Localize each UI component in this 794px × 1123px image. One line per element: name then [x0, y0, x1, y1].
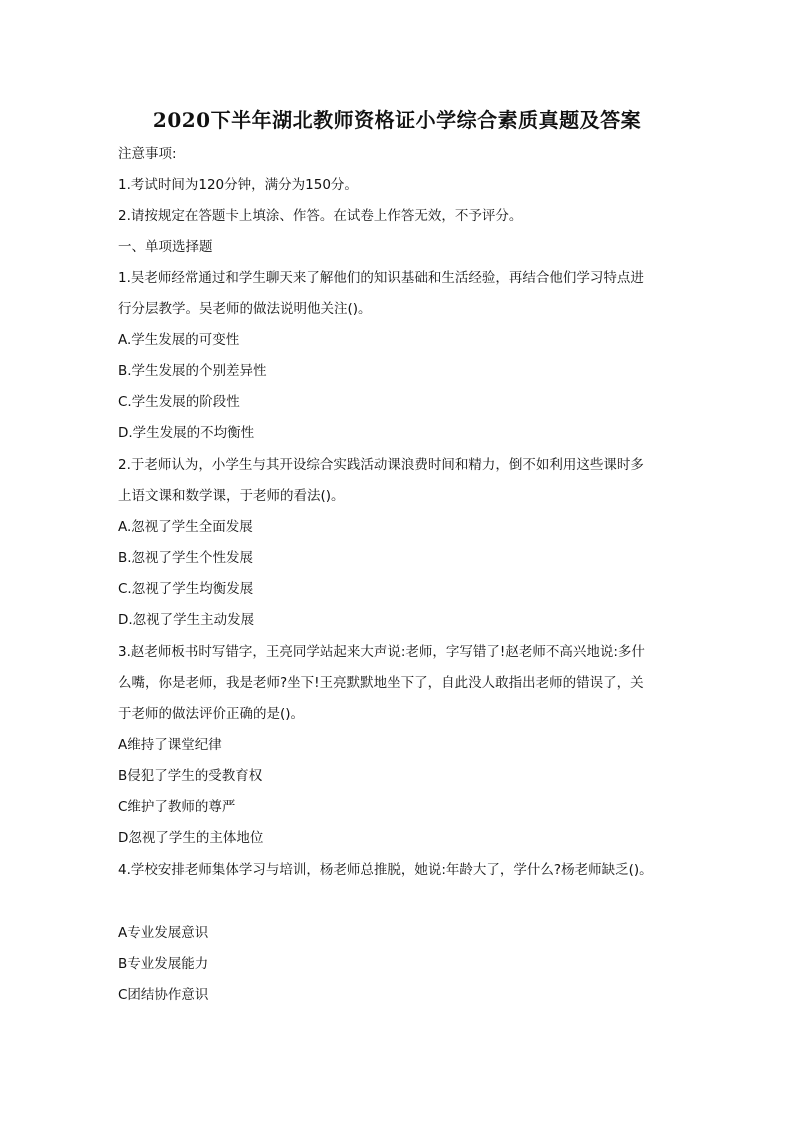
- question-3-stem-line: 么嘴，你是老师，我是老师?坐下!王亮默默地坐下了，自此没人敢指出老师的错误了，关: [118, 675, 644, 691]
- question-2-stem-line: 2.于老师认为，小学生与其开设综合实践活动课浪费时间和精力，倒不如利用这些课时多: [118, 457, 644, 473]
- question-1-stem-line: 1.吴老师经常通过和学生聊天来了解他们的知识基础和生活经验，再结合他们学习特点进: [118, 270, 644, 286]
- question-1-option: A.学生发展的可变性: [118, 332, 240, 348]
- question-3-option: D忽视了学生的主体地位: [118, 830, 264, 846]
- notice-heading: 注意事项:: [118, 146, 177, 162]
- section-heading: 一、单项选择题: [118, 239, 213, 255]
- question-4-option: C团结协作意识: [118, 987, 209, 1003]
- question-1-option: B.学生发展的个别差异性: [118, 363, 267, 379]
- question-3-option: A维持了课堂纪律: [118, 737, 222, 753]
- question-3-stem-line: 于老师的做法评价正确的是()。: [118, 706, 305, 722]
- question-3-option: C维护了教师的尊严: [118, 799, 236, 815]
- notice-item: 1.考试时间为120分钟，满分为150分。: [118, 177, 358, 193]
- question-2-option: C.忽视了学生均衡发展: [118, 581, 254, 597]
- question-2-option: A.忽视了学生全面发展: [118, 519, 253, 535]
- question-2-stem-line: 上语文课和数学课，于老师的看法()。: [118, 488, 345, 504]
- question-2-option: D.忽视了学生主动发展: [118, 612, 255, 628]
- question-4-stem-line: 4.学校安排老师集体学习与培训，杨老师总推脱，她说:年龄大了，学什么?杨老师缺乏()。: [118, 862, 653, 878]
- question-1-option: D.学生发展的不均衡性: [118, 425, 255, 441]
- question-4-option: B专业发展能力: [118, 956, 209, 972]
- question-1-option: C.学生发展的阶段性: [118, 394, 240, 410]
- notice-item: 2.请按规定在答题卡上填涂、作答。在试卷上作答无效，不予评分。: [118, 208, 523, 224]
- question-3-option: B侵犯了学生的受教育权: [118, 768, 263, 784]
- question-1-stem-line: 行分层教学。吴老师的做法说明他关注()。: [118, 301, 372, 317]
- document-title: 2020下半年湖北教师资格证小学综合素质真题及答案: [152, 108, 642, 132]
- question-2-option: B.忽视了学生个性发展: [118, 550, 254, 566]
- question-4-option: A专业发展意识: [118, 925, 209, 941]
- question-3-stem-line: 3.赵老师板书时写错字，王亮同学站起来大声说:老师，字写错了!赵老师不高兴地说:多什: [118, 644, 645, 660]
